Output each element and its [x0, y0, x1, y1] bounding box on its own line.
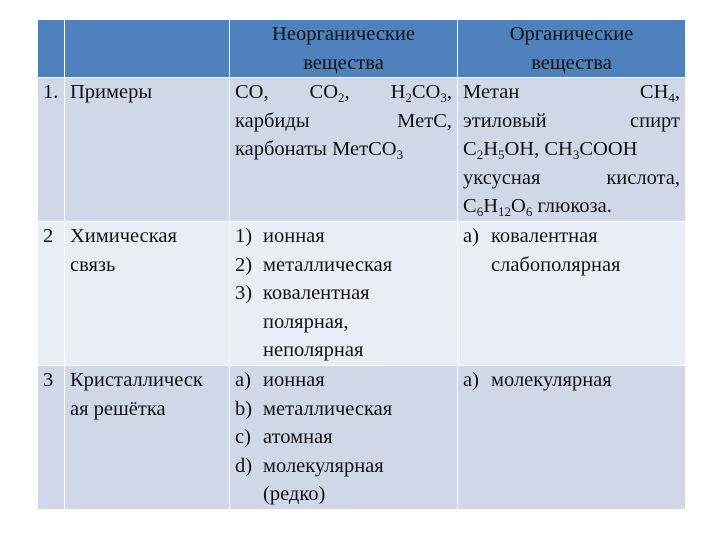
row-number: 2 [38, 222, 65, 366]
list-item-continuation: неполярная [263, 339, 364, 361]
inorganic-examples-line: CO, $CO_2$, $H_2CO_3$, [235, 81, 452, 105]
organic-examples-line: уксусная кислота, [463, 166, 680, 189]
header-organic: Органические вещества [458, 20, 686, 78]
inorganic-examples-cell [230, 78, 458, 222]
organic-bond-cell [458, 222, 686, 366]
table-row-lattice [38, 366, 686, 510]
row-label: Химическая связь [65, 222, 230, 366]
comparison-table [37, 19, 686, 510]
list-item-continuation: слабополярная [491, 253, 621, 276]
organic-examples-cell [458, 78, 686, 222]
inorganic-bond-cell [230, 222, 458, 366]
table-row-bond [38, 222, 686, 366]
inorganic-examples-line: карбиды МетC, [235, 109, 452, 132]
organic-lattice-cell [458, 366, 686, 510]
row-number: 3 [38, 366, 65, 510]
inorganic-lattice-list [235, 366, 452, 480]
list-item: a) ионная [235, 369, 325, 391]
organic-examples-line: $C_6H_{12}O_6$ глюкоза. [463, 195, 612, 219]
row-label: Кристаллическ ая решётка [65, 366, 230, 510]
inorganic-lattice-cell [230, 366, 458, 510]
header-row [38, 20, 686, 78]
header-inorganic: Неорганические вещества [230, 20, 458, 78]
list-item: 2) металлическая [235, 253, 393, 276]
table-row-examples [38, 78, 686, 222]
row-number: 1. [38, 78, 65, 222]
list-item: 1) ионная [235, 225, 325, 247]
organic-lattice-list [463, 366, 680, 395]
list-item: а) молекулярная [463, 369, 612, 391]
organic-examples-line: Метан $CH_4$, [463, 81, 680, 105]
inorganic-examples-line: карбонаты МетCO$_3$ [235, 138, 404, 162]
header-num-cell [38, 20, 65, 78]
list-item: c) атомная [235, 426, 333, 448]
list-item: 3) ковалентная [235, 282, 370, 304]
organic-bond-list [463, 222, 680, 251]
organic-examples-line: этиловый спирт [463, 109, 680, 132]
list-item: а) ковалентная [463, 225, 598, 247]
inorganic-bond-list [235, 222, 452, 308]
list-item: d) молекулярная [235, 454, 384, 477]
header-name-cell [65, 20, 230, 78]
row-label: Примеры [65, 78, 230, 222]
list-item-continuation: (редко) [263, 483, 326, 505]
organic-examples-line: $C_2H_5OH$, $CH_3COOH$ [463, 138, 638, 162]
list-item: b) металлическая [235, 397, 393, 420]
list-item-continuation: полярная, [263, 310, 349, 333]
